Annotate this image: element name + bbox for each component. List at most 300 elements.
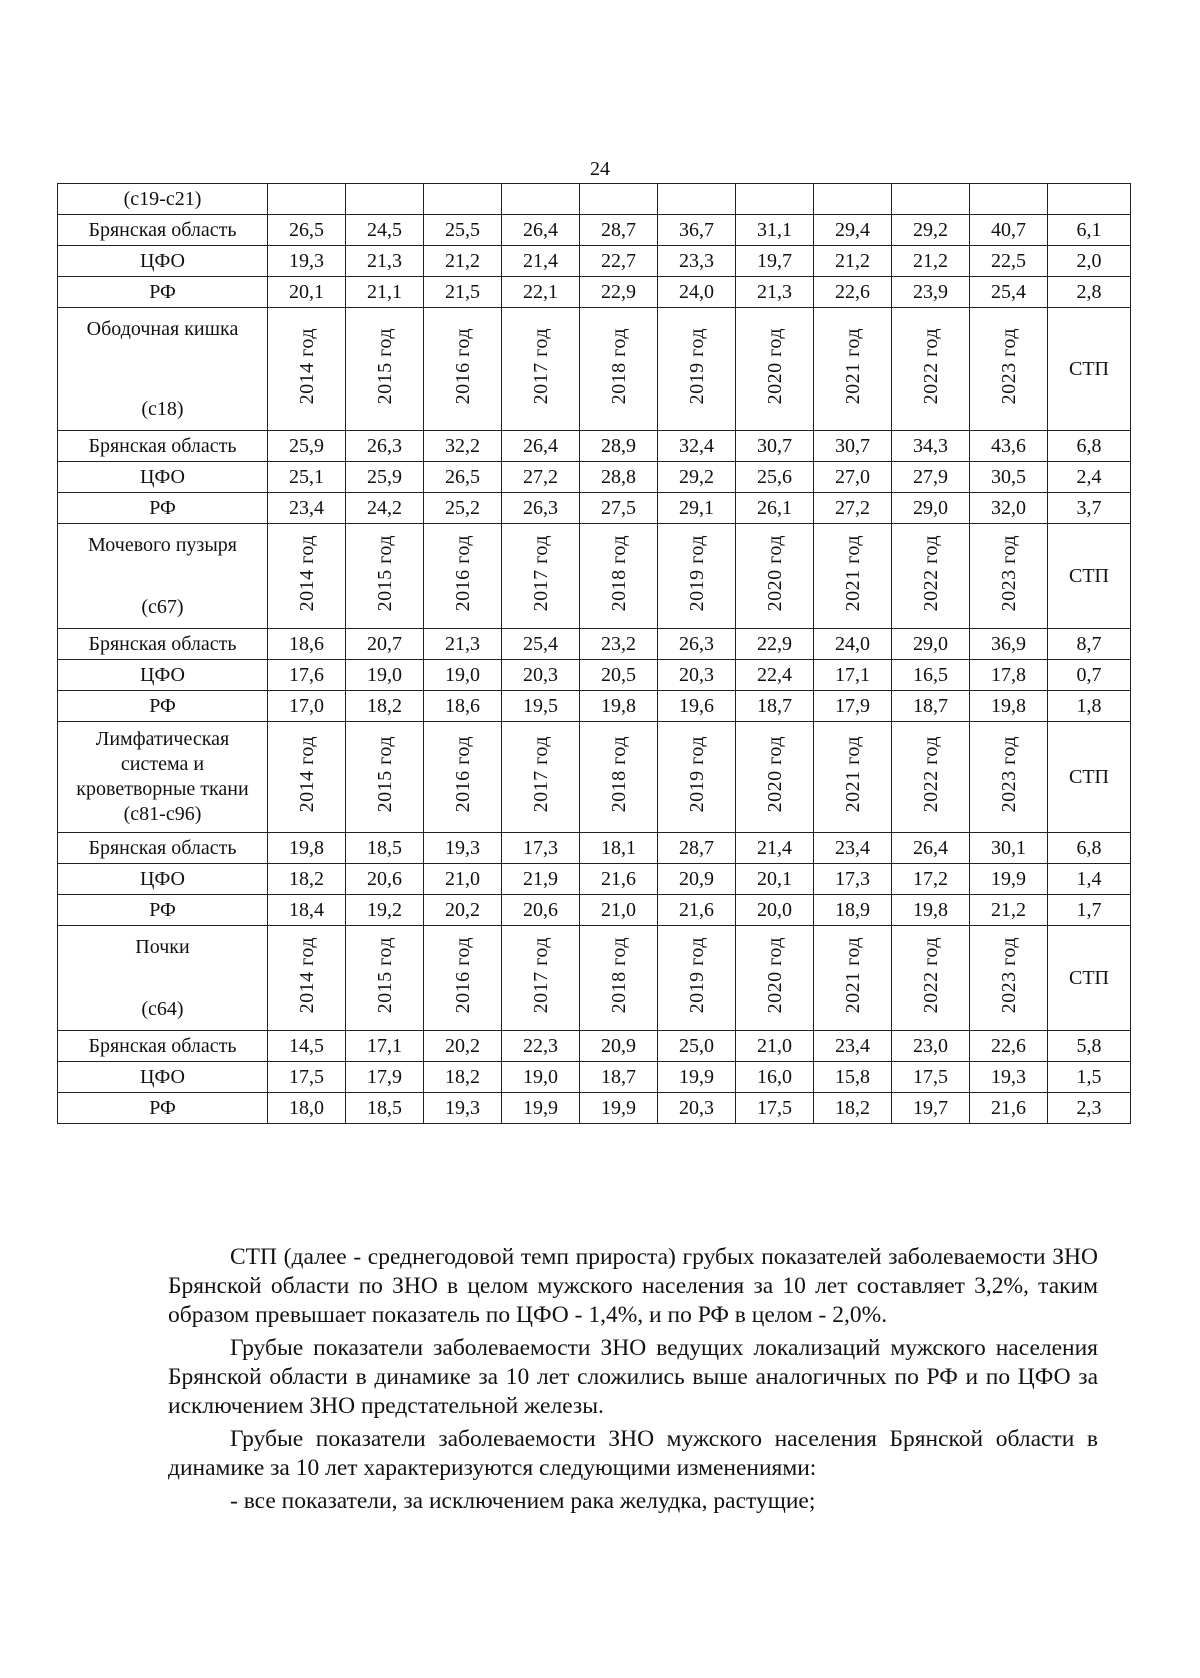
value-cell: 20,6: [502, 895, 580, 926]
year-label: 2023 год: [997, 535, 1020, 612]
site-header-row: [58, 184, 1131, 215]
value-cell: 17,5: [736, 1093, 814, 1124]
value-cell: 26,3: [346, 431, 424, 462]
year-label: 2018 год: [607, 736, 630, 813]
year-header-cell: [268, 308, 346, 431]
value-cell: 17,9: [814, 691, 892, 722]
table-row: [58, 833, 1131, 864]
table-row: [58, 462, 1131, 493]
value-cell: 30,7: [736, 431, 814, 462]
value-cell: 23,4: [814, 1031, 892, 1062]
value-cell: 18,5: [346, 833, 424, 864]
value-cell: 27,2: [502, 462, 580, 493]
year-label: 2017 год: [529, 535, 552, 612]
value-cell: 27,9: [892, 462, 970, 493]
value-cell: 22,3: [502, 1031, 580, 1062]
value-cell: 18,7: [580, 1062, 658, 1093]
year-label: 2020 год: [763, 736, 786, 813]
year-header-cell: [346, 722, 424, 833]
year-label: 2014 год: [295, 736, 318, 813]
value-cell: 19,8: [268, 833, 346, 864]
value-cell: 26,3: [502, 493, 580, 524]
value-cell: 17,6: [268, 660, 346, 691]
value-cell: 21,9: [502, 864, 580, 895]
value-cell: 17,2: [892, 864, 970, 895]
year-header-cell: [658, 308, 736, 431]
year-header-cell: [892, 722, 970, 833]
value-cell: 21,4: [502, 246, 580, 277]
value-cell: 17,1: [346, 1031, 424, 1062]
empty-cell: [346, 184, 424, 215]
region-cell: ЦФО: [58, 462, 268, 493]
value-cell: 32,4: [658, 431, 736, 462]
year-header-cell: [580, 722, 658, 833]
value-cell: 29,4: [814, 215, 892, 246]
year-header-cell: [346, 308, 424, 431]
value-cell: 17,3: [814, 864, 892, 895]
year-label: 2016 год: [451, 328, 474, 405]
value-cell: 17,1: [814, 660, 892, 691]
region-cell: ЦФО: [58, 246, 268, 277]
year-label: 2019 год: [685, 937, 708, 1014]
value-cell: 17,5: [268, 1062, 346, 1093]
year-label: 2014 год: [295, 328, 318, 405]
year-header-cell: [658, 926, 736, 1031]
value-cell: 18,6: [424, 691, 502, 722]
value-cell: 32,2: [424, 431, 502, 462]
value-cell: 18,0: [268, 1093, 346, 1124]
value-cell: 19,7: [736, 246, 814, 277]
value-cell: 23,4: [814, 833, 892, 864]
value-cell: 24,5: [346, 215, 424, 246]
site-header-row: [58, 308, 1131, 431]
year-header-cell: [268, 524, 346, 629]
region-cell: РФ: [58, 691, 268, 722]
stp-value-cell: 2,4: [1048, 462, 1131, 493]
year-label: 2022 год: [919, 328, 942, 405]
year-header-cell: [502, 308, 580, 431]
table-row: [58, 629, 1131, 660]
value-cell: 20,3: [502, 660, 580, 691]
value-cell: 20,9: [580, 1031, 658, 1062]
site-code: (c18): [141, 398, 184, 420]
year-header-cell: [580, 308, 658, 431]
value-cell: 20,2: [424, 895, 502, 926]
site-name-cell: [58, 308, 268, 431]
year-header-cell: [658, 722, 736, 833]
region-cell: ЦФО: [58, 1062, 268, 1093]
year-header-cell: [580, 926, 658, 1031]
value-cell: 19,8: [892, 895, 970, 926]
value-cell: 18,7: [892, 691, 970, 722]
table-row: [58, 895, 1131, 926]
value-cell: 26,3: [658, 629, 736, 660]
value-cell: 25,5: [424, 215, 502, 246]
year-header-cell: [736, 926, 814, 1031]
value-cell: 21,5: [424, 277, 502, 308]
value-cell: 17,0: [268, 691, 346, 722]
value-cell: 20,6: [346, 864, 424, 895]
value-cell: 22,6: [814, 277, 892, 308]
year-header-cell: [970, 722, 1048, 833]
value-cell: 18,5: [346, 1093, 424, 1124]
value-cell: 31,1: [736, 215, 814, 246]
empty-cell: [970, 184, 1048, 215]
site-name-line: (c81-c96): [123, 803, 202, 825]
value-cell: 18,2: [814, 1093, 892, 1124]
value-cell: 20,2: [424, 1031, 502, 1062]
year-label: 2016 год: [451, 535, 474, 612]
value-cell: 23,4: [268, 493, 346, 524]
value-cell: 25,9: [346, 462, 424, 493]
body-text: [168, 1243, 1098, 1520]
region-cell: РФ: [58, 277, 268, 308]
year-header-cell: [424, 308, 502, 431]
year-label: 2017 год: [529, 328, 552, 405]
site-name-cell: [58, 926, 268, 1031]
empty-cell: [268, 184, 346, 215]
value-cell: 21,6: [580, 864, 658, 895]
year-header-cell: [424, 722, 502, 833]
value-cell: 17,8: [970, 660, 1048, 691]
value-cell: 21,2: [814, 246, 892, 277]
year-label: 2022 год: [919, 736, 942, 813]
stp-value-cell: 1,5: [1048, 1062, 1131, 1093]
paragraph-stp: СТП (далее - среднегодовой темп прироста) грубых показателей заболеваемости ЗНО Брянской области по ЗНО в целом мужского населения за 10 лет составляет 3,2%, таким образом превышает показатель по ЦФО - 1,4%, и по РФ в целом - 2,0%.: [168, 1244, 1098, 1328]
value-cell: 26,4: [502, 215, 580, 246]
year-label: 2015 год: [373, 535, 396, 612]
site-name: Мочевого пузыря: [88, 534, 237, 556]
year-header-cell: [814, 926, 892, 1031]
empty-cell: [736, 184, 814, 215]
value-cell: 19,9: [970, 864, 1048, 895]
year-label: 2019 год: [685, 736, 708, 813]
year-label: 2020 год: [763, 535, 786, 612]
stp-value-cell: 6,8: [1048, 833, 1131, 864]
value-cell: 26,4: [502, 431, 580, 462]
year-header-cell: [970, 308, 1048, 431]
year-label: 2018 год: [607, 328, 630, 405]
value-cell: 32,0: [970, 493, 1048, 524]
value-cell: 20,3: [658, 1093, 736, 1124]
year-label: 2015 год: [373, 937, 396, 1014]
paragraph-dynamics: Грубые показатели заболеваемости ЗНО мужского населения Брянской области в динамике за 10 лет характеризуются следующими изменениями:: [168, 1426, 1098, 1481]
value-cell: 30,1: [970, 833, 1048, 864]
value-cell: 18,9: [814, 895, 892, 926]
value-cell: 22,4: [736, 660, 814, 691]
year-header-cell: [502, 722, 580, 833]
value-cell: 19,9: [658, 1062, 736, 1093]
year-label: 2014 год: [295, 535, 318, 612]
value-cell: 21,6: [658, 895, 736, 926]
empty-cell: [1048, 184, 1131, 215]
value-cell: 26,1: [736, 493, 814, 524]
value-cell: 17,9: [346, 1062, 424, 1093]
site-header-row: [58, 524, 1131, 629]
stp-value-cell: 2,8: [1048, 277, 1131, 308]
region-cell: Брянская область: [58, 431, 268, 462]
value-cell: 19,0: [346, 660, 424, 691]
stp-value-cell: 8,7: [1048, 629, 1131, 660]
value-cell: 25,4: [970, 277, 1048, 308]
stp-value-cell: 3,7: [1048, 493, 1131, 524]
value-cell: 26,4: [892, 833, 970, 864]
table-row: [58, 1093, 1131, 1124]
year-label: 2021 год: [841, 937, 864, 1014]
region-cell: Брянская область: [58, 215, 268, 246]
year-label: 2023 год: [997, 937, 1020, 1014]
value-cell: 15,8: [814, 1062, 892, 1093]
value-cell: 29,2: [892, 215, 970, 246]
value-cell: 28,7: [580, 215, 658, 246]
year-label: 2021 год: [841, 535, 864, 612]
value-cell: 23,2: [580, 629, 658, 660]
value-cell: 29,1: [658, 493, 736, 524]
year-header-cell: [502, 926, 580, 1031]
year-header-cell: [970, 926, 1048, 1031]
value-cell: 28,7: [658, 833, 736, 864]
value-cell: 25,0: [658, 1031, 736, 1062]
year-header-cell: [892, 308, 970, 431]
empty-cell: [424, 184, 502, 215]
value-cell: 17,3: [502, 833, 580, 864]
value-cell: 26,5: [424, 462, 502, 493]
empty-cell: [814, 184, 892, 215]
value-cell: 20,5: [580, 660, 658, 691]
value-cell: 19,9: [580, 1093, 658, 1124]
year-header-cell: [814, 524, 892, 629]
value-cell: 21,6: [970, 1093, 1048, 1124]
stp-value-cell: 1,7: [1048, 895, 1131, 926]
stp-value-cell: 1,4: [1048, 864, 1131, 895]
value-cell: 21,2: [970, 895, 1048, 926]
value-cell: 21,0: [580, 895, 658, 926]
stp-value-cell: 5,8: [1048, 1031, 1131, 1062]
value-cell: 18,2: [346, 691, 424, 722]
value-cell: 17,5: [892, 1062, 970, 1093]
value-cell: 21,2: [892, 246, 970, 277]
value-cell: 22,5: [970, 246, 1048, 277]
year-header-cell: [814, 308, 892, 431]
value-cell: 21,0: [424, 864, 502, 895]
value-cell: 21,3: [736, 277, 814, 308]
year-label: 2017 год: [529, 937, 552, 1014]
year-label: 2023 год: [997, 328, 1020, 405]
value-cell: 19,0: [502, 1062, 580, 1093]
value-cell: 19,3: [970, 1062, 1048, 1093]
year-label: 2021 год: [841, 328, 864, 405]
table-row: [58, 691, 1131, 722]
site-code: (c67): [141, 596, 184, 618]
year-label: 2015 год: [373, 328, 396, 405]
table-row: [58, 864, 1131, 895]
value-cell: 16,0: [736, 1062, 814, 1093]
value-cell: 28,9: [580, 431, 658, 462]
value-cell: 19,8: [580, 691, 658, 722]
paragraph-leading-sites: Грубые показатели заболеваемости ЗНО ведущих локализаций мужского населения Брянской области в динамике за 10 лет сложились выше аналогичных по РФ и по ЦФО за исключением ЗНО предстательной железы.: [168, 1335, 1098, 1419]
table-row: [58, 1031, 1131, 1062]
stp-header-cell: СТП: [1048, 722, 1131, 833]
year-header-cell: [580, 524, 658, 629]
year-label: 2019 год: [685, 328, 708, 405]
value-cell: 18,6: [268, 629, 346, 660]
empty-cell: [892, 184, 970, 215]
value-cell: 27,2: [814, 493, 892, 524]
paragraph-bullet: - все показатели, за исключением рака желудка, растущие;: [230, 1488, 816, 1514]
year-label: 2017 год: [529, 736, 552, 813]
stp-header-cell: СТП: [1048, 926, 1131, 1031]
table-row: [58, 1062, 1131, 1093]
stp-value-cell: 2,0: [1048, 246, 1131, 277]
stp-value-cell: 6,1: [1048, 215, 1131, 246]
value-cell: 19,3: [424, 1093, 502, 1124]
value-cell: 43,6: [970, 431, 1048, 462]
value-cell: 14,5: [268, 1031, 346, 1062]
value-cell: 23,0: [892, 1031, 970, 1062]
value-cell: 34,3: [892, 431, 970, 462]
value-cell: 21,2: [424, 246, 502, 277]
value-cell: 19,3: [268, 246, 346, 277]
value-cell: 19,2: [346, 895, 424, 926]
value-cell: 23,9: [892, 277, 970, 308]
value-cell: 19,3: [424, 833, 502, 864]
stp-value-cell: 2,3: [1048, 1093, 1131, 1124]
value-cell: 18,2: [268, 864, 346, 895]
value-cell: 21,0: [736, 1031, 814, 1062]
region-cell: РФ: [58, 493, 268, 524]
site-name-cell: [58, 722, 268, 833]
site-code: (c64): [141, 998, 184, 1020]
stp-header-cell: СТП: [1048, 524, 1131, 629]
table-row: [58, 431, 1131, 462]
region-cell: Брянская область: [58, 1031, 268, 1062]
year-header-cell: [268, 926, 346, 1031]
value-cell: 22,6: [970, 1031, 1048, 1062]
stp-value-cell: 0,7: [1048, 660, 1131, 691]
value-cell: 27,0: [814, 462, 892, 493]
value-cell: 19,0: [424, 660, 502, 691]
year-header-cell: [346, 926, 424, 1031]
region-cell: ЦФО: [58, 864, 268, 895]
table-row: [58, 246, 1131, 277]
year-label: 2018 год: [607, 535, 630, 612]
value-cell: 28,8: [580, 462, 658, 493]
year-label: 2020 год: [763, 937, 786, 1014]
region-cell: Брянская область: [58, 833, 268, 864]
value-cell: 19,9: [502, 1093, 580, 1124]
value-cell: 21,1: [346, 277, 424, 308]
site-name-cell: [58, 524, 268, 629]
value-cell: 22,9: [580, 277, 658, 308]
year-label: 2021 год: [841, 736, 864, 813]
stp-value-cell: 1,8: [1048, 691, 1131, 722]
site-code-cell: (c19-c21): [58, 184, 268, 215]
value-cell: 30,5: [970, 462, 1048, 493]
value-cell: 21,3: [424, 629, 502, 660]
region-cell: Брянская область: [58, 629, 268, 660]
year-header-cell: [736, 524, 814, 629]
value-cell: 18,1: [580, 833, 658, 864]
table-row: [58, 660, 1131, 691]
value-cell: 18,4: [268, 895, 346, 926]
value-cell: 21,3: [346, 246, 424, 277]
year-header-cell: [892, 524, 970, 629]
year-label: 2022 год: [919, 937, 942, 1014]
year-header-cell: [970, 524, 1048, 629]
value-cell: 20,0: [736, 895, 814, 926]
value-cell: 21,4: [736, 833, 814, 864]
site-name: Почки: [135, 936, 190, 958]
year-header-cell: [892, 926, 970, 1031]
value-cell: 27,5: [580, 493, 658, 524]
region-cell: РФ: [58, 895, 268, 926]
value-cell: 24,0: [814, 629, 892, 660]
year-label: 2016 год: [451, 736, 474, 813]
value-cell: 22,1: [502, 277, 580, 308]
table-row: [58, 277, 1131, 308]
year-header-cell: [502, 524, 580, 629]
value-cell: 29,0: [892, 629, 970, 660]
value-cell: 19,6: [658, 691, 736, 722]
year-header-cell: [268, 722, 346, 833]
year-header-cell: [658, 524, 736, 629]
year-label: 2020 год: [763, 328, 786, 405]
value-cell: 19,5: [502, 691, 580, 722]
year-header-cell: [424, 524, 502, 629]
value-cell: 20,1: [736, 864, 814, 895]
value-cell: 24,2: [346, 493, 424, 524]
year-label: 2023 год: [997, 736, 1020, 813]
value-cell: 22,9: [736, 629, 814, 660]
site-name-line: кроветворные ткани: [76, 778, 249, 800]
site-header-row: [58, 722, 1131, 833]
value-cell: 40,7: [970, 215, 1048, 246]
value-cell: 30,7: [814, 431, 892, 462]
site-header-row: [58, 926, 1131, 1031]
value-cell: 25,6: [736, 462, 814, 493]
value-cell: 18,7: [736, 691, 814, 722]
value-cell: 26,5: [268, 215, 346, 246]
value-cell: 20,7: [346, 629, 424, 660]
year-label: 2018 год: [607, 937, 630, 1014]
year-label: 2015 год: [373, 736, 396, 813]
stp-value-cell: 6,8: [1048, 431, 1131, 462]
site-name-line: система и: [120, 753, 205, 775]
value-cell: 25,2: [424, 493, 502, 524]
year-label: 2014 год: [295, 937, 318, 1014]
region-cell: ЦФО: [58, 660, 268, 691]
empty-cell: [580, 184, 658, 215]
incidence-table: [57, 183, 1131, 1124]
site-name-line: Лимфатическая: [95, 728, 230, 750]
value-cell: 18,2: [424, 1062, 502, 1093]
value-cell: 24,0: [658, 277, 736, 308]
year-header-cell: [736, 308, 814, 431]
value-cell: 36,7: [658, 215, 736, 246]
value-cell: 20,1: [268, 277, 346, 308]
value-cell: 25,4: [502, 629, 580, 660]
year-header-cell: [346, 524, 424, 629]
value-cell: 22,7: [580, 246, 658, 277]
year-label: 2022 год: [919, 535, 942, 612]
table-row: [58, 493, 1131, 524]
value-cell: 16,5: [892, 660, 970, 691]
page-number: 24: [590, 158, 610, 180]
value-cell: 36,9: [970, 629, 1048, 660]
value-cell: 20,9: [658, 864, 736, 895]
year-header-cell: [736, 722, 814, 833]
value-cell: 19,7: [892, 1093, 970, 1124]
